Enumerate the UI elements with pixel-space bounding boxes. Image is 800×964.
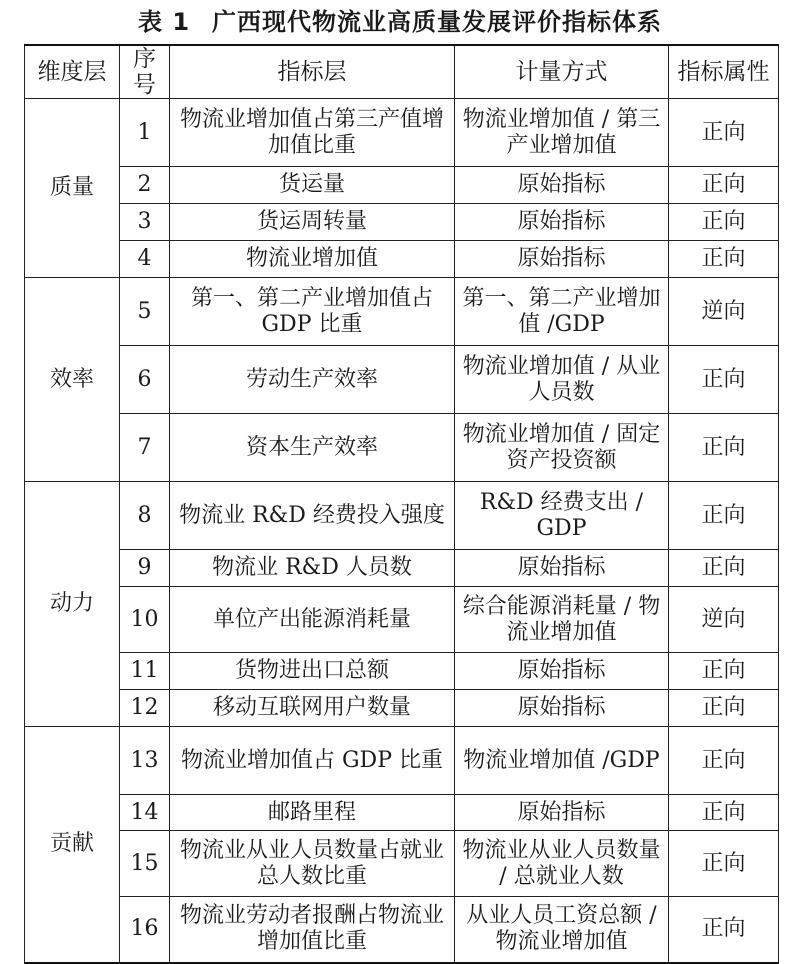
no-cell: 2: [120, 167, 170, 204]
measure-cell: 原始指标: [455, 690, 669, 727]
attr-cell: 正向: [669, 690, 779, 727]
indicator-cell: 第一、第二产业增加值占 GDP 比重: [170, 278, 455, 346]
attr-cell: 正向: [669, 204, 779, 241]
attr-cell: 正向: [669, 241, 779, 278]
header-dimension: 维度层: [25, 45, 120, 99]
no-cell: 6: [120, 346, 170, 414]
no-cell: 11: [120, 653, 170, 690]
no-cell: 7: [120, 414, 170, 482]
attr-cell: 正向: [669, 897, 779, 963]
table-row: [25, 795, 779, 831]
indicator-table: [24, 44, 779, 964]
indicator-cell: 物流业 R&D 经费投入强度: [170, 482, 455, 550]
header-attr: 指标属性: [669, 45, 779, 99]
attr-cell: 逆向: [669, 278, 779, 346]
no-cell: 12: [120, 690, 170, 727]
indicator-cell: 物流业增加值占 GDP 比重: [170, 727, 455, 795]
table-caption-label: 表 1: [137, 8, 191, 36]
indicator-cell: 移动互联网用户数量: [170, 690, 455, 727]
indicator-cell: 劳动生产效率: [170, 346, 455, 414]
no-cell: 4: [120, 241, 170, 278]
table-caption: [0, 0, 800, 44]
no-cell: 14: [120, 795, 170, 831]
no-cell: 10: [120, 587, 170, 653]
table-row: [25, 99, 779, 167]
measure-cell: 原始指标: [455, 795, 669, 831]
table-row: [25, 167, 779, 204]
indicator-cell: 物流业劳动者报酬占物流业增加值比重: [170, 897, 455, 963]
table-row: [25, 653, 779, 690]
no-cell: 9: [120, 550, 170, 587]
indicator-cell: 邮路里程: [170, 795, 455, 831]
table-body: [25, 99, 779, 963]
table-caption-text: 广西现代物流业高质量发展评价指标体系: [212, 8, 663, 36]
no-cell: 5: [120, 278, 170, 346]
table-row: [25, 897, 779, 963]
header-row: [25, 45, 779, 99]
indicator-cell: 货物进出口总额: [170, 653, 455, 690]
no-cell: 16: [120, 897, 170, 963]
measure-cell: 原始指标: [455, 204, 669, 241]
measure-cell: 综合能源消耗量 / 物流业增加值: [455, 587, 669, 653]
no-cell: 8: [120, 482, 170, 550]
table-row: [25, 587, 779, 653]
table-row: [25, 346, 779, 414]
measure-cell: 物流业增加值 / 固定资产投资额: [455, 414, 669, 482]
table-header: [25, 45, 779, 99]
table-row: [25, 204, 779, 241]
dimension-cell: 动力: [25, 482, 120, 727]
no-cell: 1: [120, 99, 170, 167]
header-measure: 计量方式: [455, 45, 669, 99]
header-no: 序号: [120, 45, 170, 99]
measure-cell: 原始指标: [455, 653, 669, 690]
table-row: [25, 550, 779, 587]
indicator-cell: 货运量: [170, 167, 455, 204]
attr-cell: 正向: [669, 346, 779, 414]
attr-cell: 正向: [669, 727, 779, 795]
indicator-cell: 物流业增加值: [170, 241, 455, 278]
table-row: [25, 414, 779, 482]
indicator-cell: 资本生产效率: [170, 414, 455, 482]
dimension-cell: 质量: [25, 99, 120, 278]
attr-cell: 正向: [669, 414, 779, 482]
attr-cell: 正向: [669, 653, 779, 690]
measure-cell: 物流业增加值 / 第三产业增加值: [455, 99, 669, 167]
measure-cell: 第一、第二产业增加值 /GDP: [455, 278, 669, 346]
table-row: [25, 278, 779, 346]
indicator-cell: 单位产出能源消耗量: [170, 587, 455, 653]
header-indicator: 指标层: [170, 45, 455, 99]
measure-cell: 物流业增加值 /GDP: [455, 727, 669, 795]
attr-cell: 正向: [669, 550, 779, 587]
indicator-cell: 物流业增加值占第三产值增加值比重: [170, 99, 455, 167]
measure-cell: R&D 经费支出 / GDP: [455, 482, 669, 550]
indicator-cell: 货运周转量: [170, 204, 455, 241]
table-row: [25, 831, 779, 897]
measure-cell: 从业人员工资总额 / 物流业增加值: [455, 897, 669, 963]
attr-cell: 正向: [669, 795, 779, 831]
dimension-cell: 效率: [25, 278, 120, 482]
attr-cell: 正向: [669, 167, 779, 204]
table-row: [25, 482, 779, 550]
measure-cell: 原始指标: [455, 550, 669, 587]
measure-cell: 物流业从业人员数量 / 总就业人数: [455, 831, 669, 897]
attr-cell: 逆向: [669, 587, 779, 653]
dimension-cell: 贡献: [25, 727, 120, 963]
attr-cell: 正向: [669, 831, 779, 897]
attr-cell: 正向: [669, 99, 779, 167]
attr-cell: 正向: [669, 482, 779, 550]
indicator-cell: 物流业从业人员数量占就业总人数比重: [170, 831, 455, 897]
table-row: [25, 690, 779, 727]
measure-cell: 原始指标: [455, 167, 669, 204]
no-cell: 15: [120, 831, 170, 897]
no-cell: 3: [120, 204, 170, 241]
table-row: [25, 241, 779, 278]
table-row: [25, 727, 779, 795]
measure-cell: 原始指标: [455, 241, 669, 278]
no-cell: 13: [120, 727, 170, 795]
indicator-cell: 物流业 R&D 人员数: [170, 550, 455, 587]
measure-cell: 物流业增加值 / 从业人员数: [455, 346, 669, 414]
